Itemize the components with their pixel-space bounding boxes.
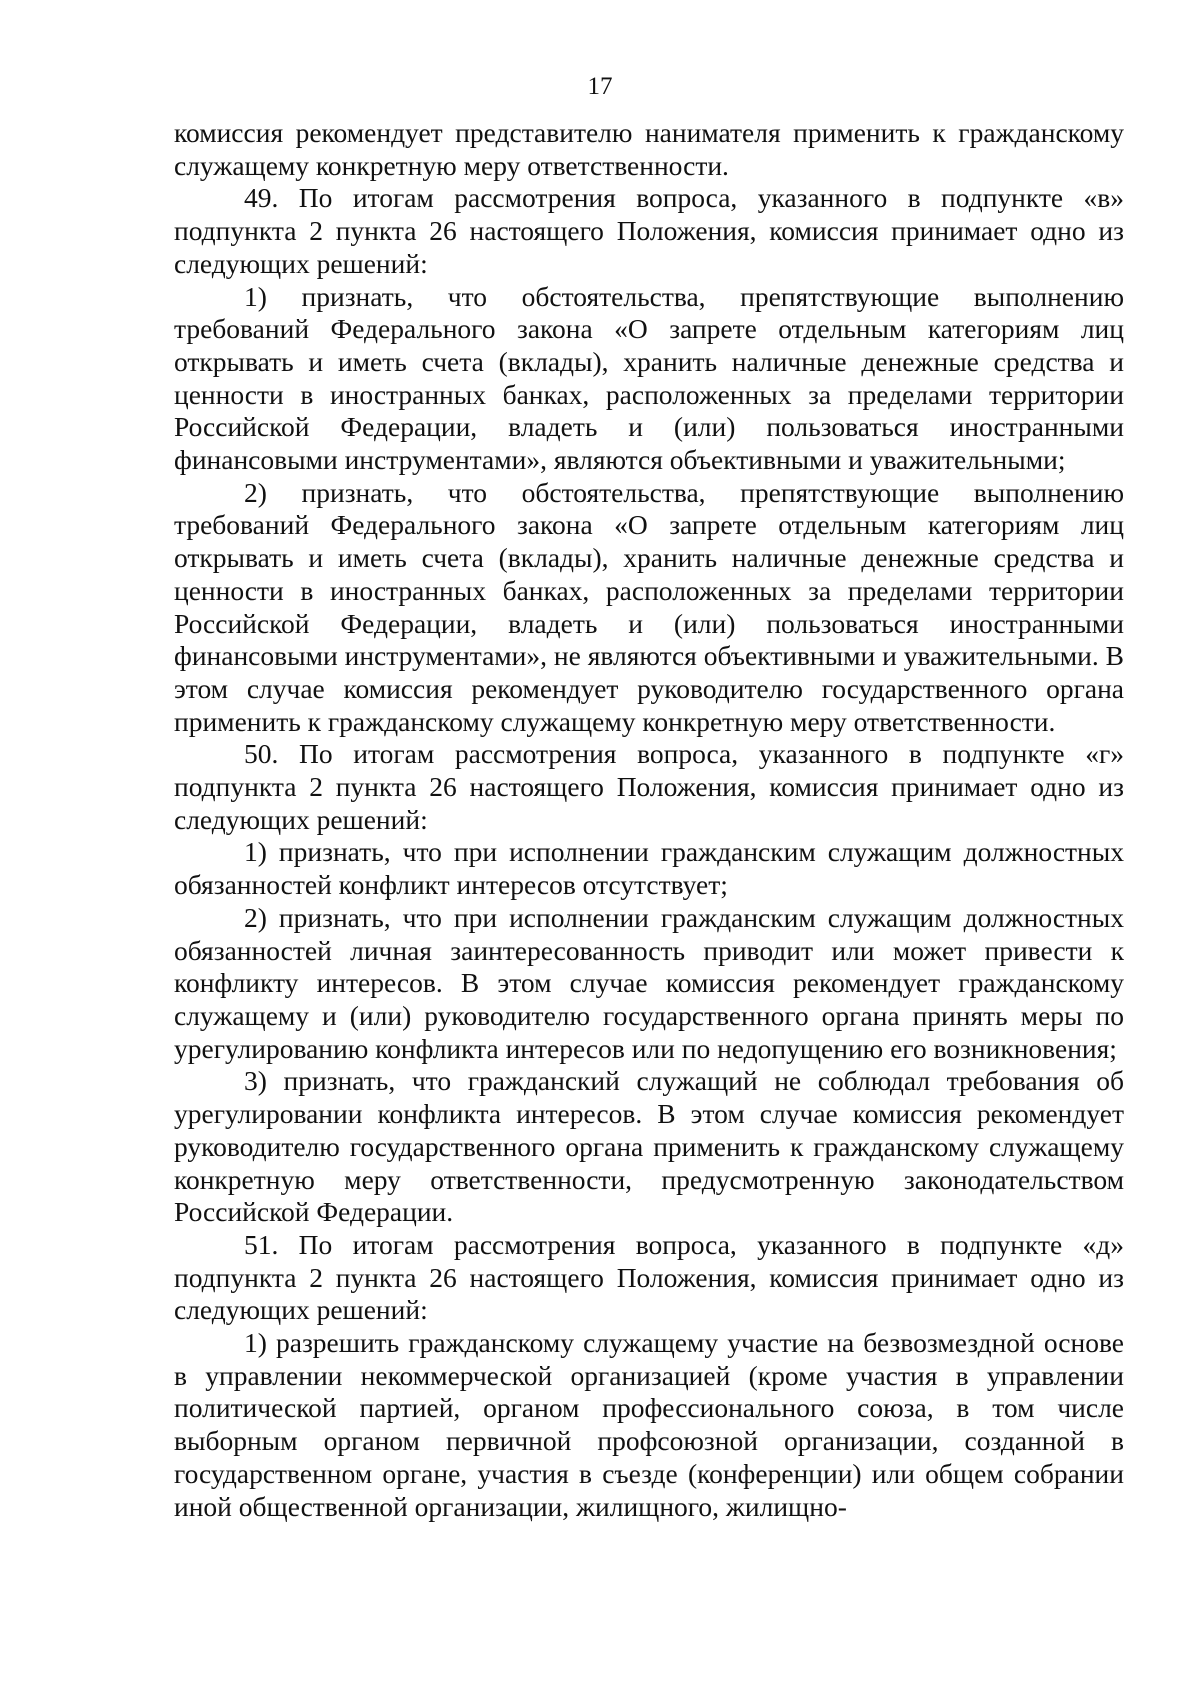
paragraph-49-subitem-1: 1) признать, что обстоятельства, препятствующие выполнению требований Федерального закона «О запрете отдельным категориям лиц открывать и иметь счета (вклады), хранить наличные денежные средства и ценности в иностранных банках, расположенных за пределами территории Российской Федерации, владеть и (или) пользоваться иностранными финансовыми инструментами», являются объективными и уважительными;: [174, 280, 1124, 476]
paragraph-50-subitem-3: 3) признать, что гражданский служащий не соблюдал требования об урегулировании конфликта интересов. В этом случае комиссия рекомендует руководителю государственного органа применить к гражданскому служащему конкретную меру ответственности, предусмотренную законодательством Российской Федерации.: [174, 1065, 1124, 1228]
paragraph-item-49: 49. По итогам рассмотрения вопроса, указанного в подпункте «в» подпункта 2 пункта 26 настоящего Положения, комиссия принимает одно из следующих решений:: [174, 182, 1124, 279]
document-body: [174, 117, 1124, 1523]
paragraph-51-subitem-1: 1) разрешить гражданскому служащему участие на безвозмездной основе в управлении некоммерческой организацией (кроме участия в управлении политической партией, органом профессионального союза, в том числе выборным органом первичной профсоюзной организации, созданной в государственном органе, участия в съезде (конференции) или общем собрании иной общественной организации, жилищного, жилищно-: [174, 1327, 1124, 1522]
paragraph-item-51: 51. По итогам рассмотрения вопроса, указанного в подпункте «д» подпункта 2 пункта 26 настоящего Положения, комиссия принимает одно из следующих решений:: [174, 1228, 1124, 1326]
paragraph-continuation: комиссия рекомендует представителю нанимателя применить к гражданскому служащему конкретную меру ответственности.: [174, 117, 1124, 181]
page-number: 17: [587, 73, 613, 100]
paragraph-50-subitem-1: 1) признать, что при исполнении гражданским служащим должностных обязанностей конфликт интересов отсутствует;: [174, 836, 1124, 901]
paragraph-item-50: 50. По итогам рассмотрения вопроса, указанного в подпункте «г» подпункта 2 пункта 26 настоящего Положения, комиссия принимает одно из следующих решений:: [174, 738, 1124, 835]
paragraph-49-subitem-2: 2) признать, что обстоятельства, препятствующие выполнению требований Федерального закона «О запрете отдельным категориям лиц открывать и иметь счета (вклады), хранить наличные денежные средства и ценности в иностранных банках, расположенных за пределами территории Российской Федерации, владеть и (или) пользоваться иностранными финансовыми инструментами», не являются объективными и уважительными. В этом случае комиссия рекомендует руководителю государственного органа применить к гражданскому служащему конкретную меру ответственности.: [174, 476, 1124, 737]
paragraph-50-subitem-2: 2) признать, что при исполнении гражданским служащим должностных обязанностей личная заинтересованность приводит или может привести к конфликту интересов. В этом случае комиссия рекомендует гражданскому служащему и (или) руководителю государственного органа принять меры по урегулированию конфликта интересов или по недопущению его возникновения;: [174, 901, 1124, 1064]
